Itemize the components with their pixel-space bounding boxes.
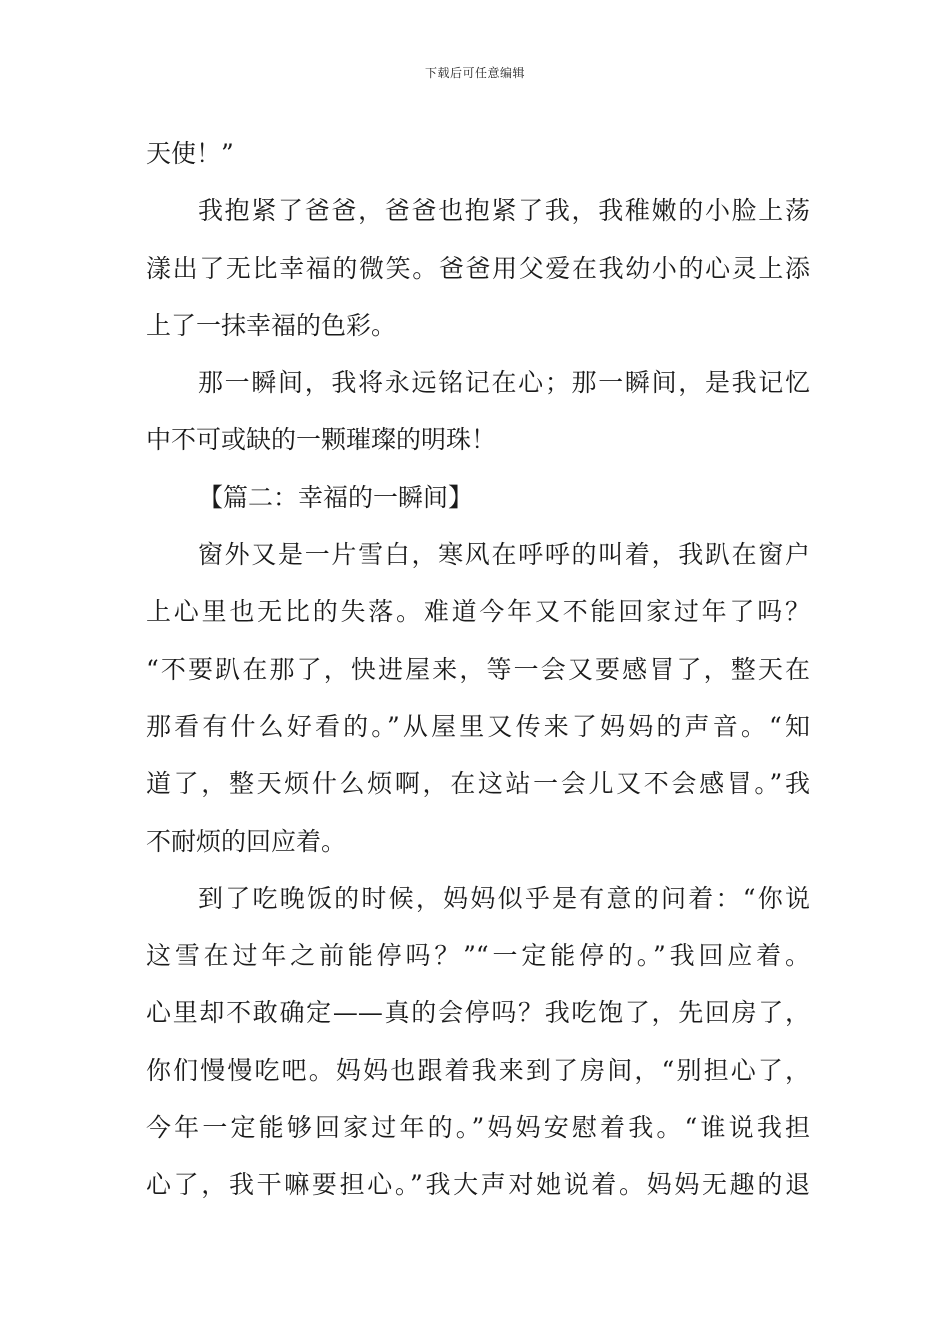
text-line: 心里却不敢确定——真的会停吗？我吃饱了，先回房了，	[146, 998, 810, 1028]
page-header: 下载后可任意编辑	[424, 66, 525, 80]
text-line: 窗外又是一片雪白，寒风在呼呼的叫着，我趴在窗户	[198, 540, 810, 570]
text-line: 上了一抹幸福的色彩。	[146, 310, 397, 340]
text-line: 不耐烦的回应着。	[146, 826, 347, 856]
text-line: 我抱紧了爸爸，爸爸也抱紧了我，我稚嫩的小脸上荡	[198, 196, 810, 226]
text-line: 心了，我干嘛要担心。”我大声对她说着。妈妈无趣的退	[146, 1170, 810, 1200]
text-line: 那看有什么好看的。”从屋里又传来了妈妈的声音。“知	[146, 711, 810, 741]
text-line: 今年一定能够回家过年的。”妈妈安慰着我。“谁说我担	[146, 1113, 810, 1143]
section-heading: 【篇二：幸福的一瞬间】	[198, 482, 474, 512]
document-body	[146, 125, 810, 1214]
text-line: 道了，整天烦什么烦啊，在这站一会儿又不会感冒。”我	[146, 769, 810, 799]
text-line: 中不可或缺的一颗璀璨的明珠！	[146, 425, 497, 455]
text-line: 那一瞬间，我将永远铭记在心；那一瞬间，是我记忆	[198, 368, 810, 398]
text-line: 上心里也无比的失落。难道今年又不能回家过年了吗？	[146, 597, 810, 627]
text-line: “不要趴在那了，快进屋来，等一会又要感冒了，整天在	[146, 654, 810, 684]
text-line: 漾出了无比幸福的微笑。爸爸用父爱在我幼小的心灵上添	[146, 253, 810, 283]
text-line: 你们慢慢吃吧。妈妈也跟着我来到了房间，“别担心了，	[146, 1055, 810, 1085]
text-line: 天使！”	[146, 139, 234, 168]
text-line: 这雪在过年之前能停吗？”“一定能停的。”我回应着。	[146, 941, 810, 971]
text-line: 到了吃晚饭的时候，妈妈似乎是有意的问着：“你说	[198, 883, 810, 913]
